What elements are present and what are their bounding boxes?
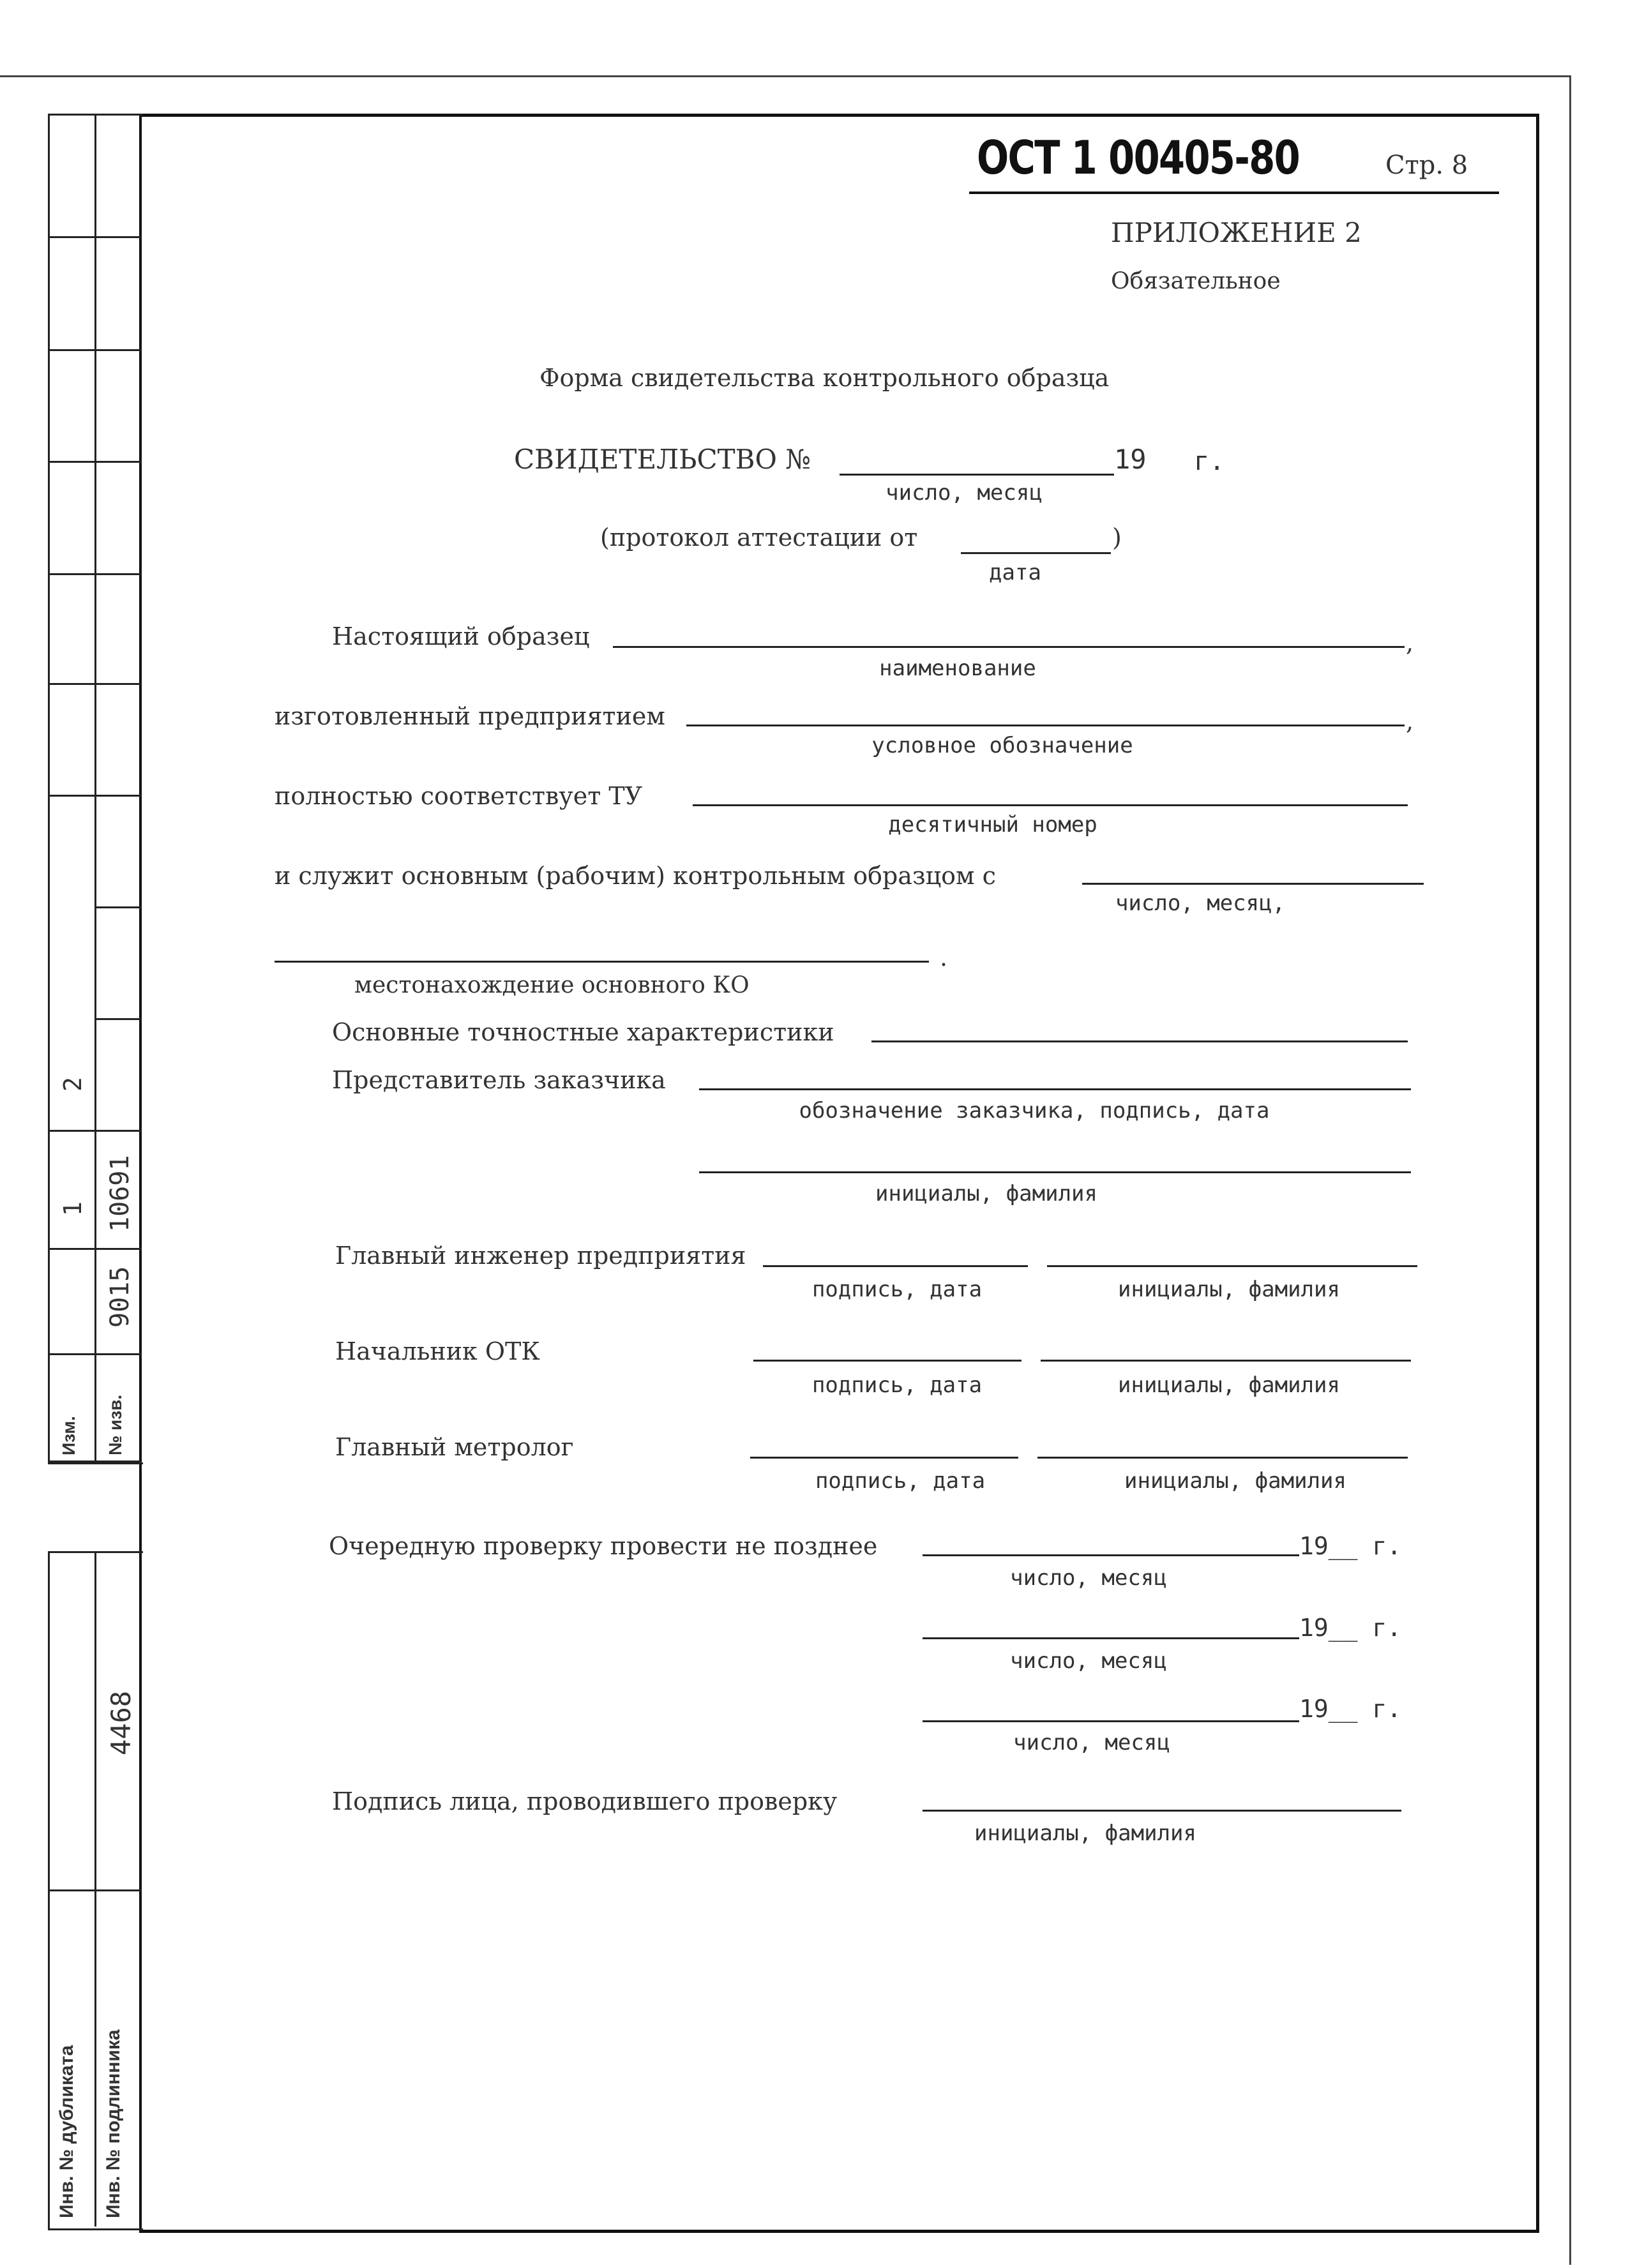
protocol-label: (протокол аттестации от	[600, 523, 918, 552]
metrologist-sign-caption: подпись, дата	[815, 1468, 986, 1494]
tu-caption: десятичный номер	[888, 812, 1097, 837]
serves-date-line[interactable]	[1082, 883, 1424, 885]
tu-label: полностью соответствует ТУ	[275, 782, 643, 810]
outer-right-border	[1569, 75, 1571, 2265]
certificate-caption: число, месяц	[886, 480, 1043, 506]
form-title: Форма свидетельства контрольного образца	[539, 364, 1110, 392]
next-check-date-line-3[interactable]	[923, 1720, 1299, 1722]
customer-name-line[interactable]	[699, 1171, 1411, 1173]
customer-sign-line[interactable]	[699, 1088, 1411, 1090]
next-check-year-1: 19__ г.	[1299, 1532, 1402, 1560]
change-number-1: 1	[59, 1201, 87, 1216]
chief-engineer-name-line[interactable]	[1047, 1265, 1417, 1267]
chief-engineer-name-caption: инициалы, фамилия	[1118, 1277, 1340, 1302]
otk-label: Начальник ОТК	[335, 1337, 540, 1365]
metrologist-name-line[interactable]	[1037, 1457, 1408, 1459]
protocol-caption: дата	[989, 560, 1041, 585]
original-inventory-number: 4468	[105, 1690, 137, 1755]
next-check-caption-2: число, месяц	[1010, 1648, 1167, 1674]
next-check-year-3: 19__ г.	[1299, 1695, 1402, 1723]
header-underline	[969, 192, 1499, 194]
signature-caption: инициалы, фамилия	[974, 1821, 1196, 1846]
appendix-status: Обязательное	[1111, 268, 1281, 294]
customer-caption: обозначение заказчика, подпись, дата	[799, 1098, 1270, 1123]
protocol-close: )	[1112, 523, 1122, 552]
standard-number: ОСТ 1 00405-80	[977, 131, 1300, 184]
otk-name-caption: инициалы, фамилия	[1118, 1372, 1340, 1398]
duplicate-inventory-label: Инв. № дубликата	[56, 2045, 77, 2218]
location-period: .	[940, 943, 948, 972]
outer-top-border	[0, 75, 1571, 77]
page-number: Стр. 8	[1385, 151, 1468, 180]
metrologist-name-caption: инициалы, фамилия	[1124, 1468, 1346, 1494]
certificate-year-suffix: г.	[1194, 447, 1225, 476]
next-check-caption-3: число, месяц	[1013, 1730, 1170, 1755]
otk-sign-line[interactable]	[753, 1360, 1021, 1362]
certificate-year: 19	[1114, 444, 1147, 475]
serves-caption: число, месяц,	[1115, 890, 1286, 916]
chief-engineer-sign-caption: подпись, дата	[811, 1277, 983, 1302]
chief-engineer-label: Главный инженер предприятия	[335, 1242, 746, 1270]
sample-caption: наименование	[879, 656, 1036, 681]
metrologist-sign-line[interactable]	[750, 1457, 1018, 1459]
notice-number-2: 10691	[105, 1155, 135, 1232]
manufacturer-comma: ,	[1406, 707, 1414, 735]
certificate-number-line[interactable]	[840, 474, 1114, 476]
manufacturer-line[interactable]	[686, 725, 1405, 726]
customer-name-caption: инициалы, фамилия	[875, 1181, 1097, 1206]
serves-label: и служит основным (рабочим) контрольным образцом с	[275, 862, 996, 890]
protocol-date-line[interactable]	[961, 552, 1111, 554]
next-check-date-line-1[interactable]	[923, 1554, 1299, 1556]
appendix-label: ПРИЛОЖЕНИЕ 2	[1111, 217, 1362, 248]
location-line[interactable]	[275, 961, 929, 963]
otk-name-line[interactable]	[1041, 1360, 1411, 1362]
notice-number-1: 9015	[105, 1266, 135, 1328]
chief-engineer-sign-line[interactable]	[763, 1265, 1028, 1267]
original-inventory-label: Инв. № подлинника	[103, 2029, 124, 2218]
otk-sign-caption: подпись, дата	[811, 1372, 983, 1398]
manufacturer-caption: условное обозначение	[871, 733, 1133, 758]
next-check-label: Очередную проверку провести не позднее	[329, 1532, 878, 1560]
accuracy-line[interactable]	[871, 1040, 1408, 1042]
metrologist-label: Главный метролог	[335, 1433, 574, 1461]
tu-number-line[interactable]	[693, 804, 1408, 806]
customer-label: Представитель заказчика	[332, 1066, 666, 1094]
location-caption: местонахождение основного КО	[354, 972, 750, 998]
manufacturer-label: изготовленный предприятием	[275, 702, 665, 730]
next-check-caption-1: число, месяц	[1010, 1565, 1167, 1591]
next-check-date-line-2[interactable]	[923, 1637, 1299, 1639]
certificate-label: СВИДЕТЕЛЬСТВО №	[514, 444, 811, 475]
next-check-year-2: 19__ г.	[1299, 1614, 1402, 1642]
change-label: Изм.	[59, 1416, 79, 1455]
sample-comma: ,	[1406, 629, 1414, 657]
signature-line[interactable]	[923, 1810, 1401, 1812]
accuracy-label: Основные точностные характеристики	[332, 1018, 834, 1046]
sample-label: Настоящий образец	[332, 622, 590, 650]
sample-name-line[interactable]	[613, 646, 1405, 648]
signature-label: Подпись лица, проводившего проверку	[332, 1787, 838, 1815]
notice-label: № изв.	[105, 1394, 125, 1455]
page-frame	[139, 114, 1539, 2233]
change-number-2: 2	[59, 1077, 87, 1092]
